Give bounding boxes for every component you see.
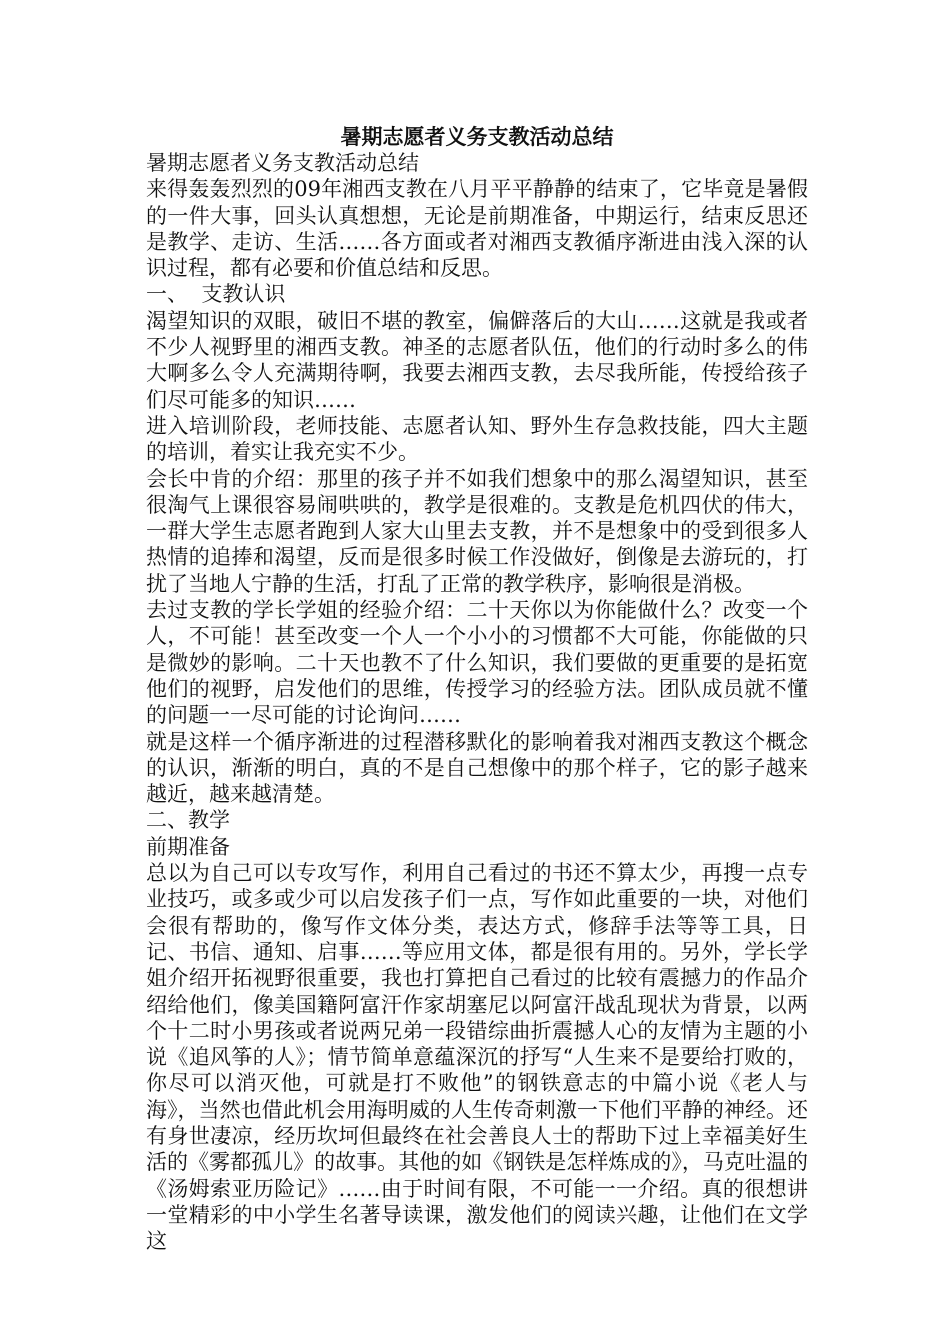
paragraph: 进入培训阶段，老师技能、志愿者认知、野外生存急救技能，四大主题的培训，着实让我充实不少。 (146, 413, 808, 465)
paragraph-subtitle: 暑期志愿者义务支教活动总结 (146, 151, 419, 175)
subsection-heading: 前期准备 (146, 834, 230, 859)
paragraph: 总以为自己可以专攻写作，利用自己看过的书还不算太少，再搜一点专业技巧，或多或少可以启发孩子们一点，写作如此重要的一块，对他们会很有帮助的，像写作文体分类，表达方式，修辞手法等等工具，日记、书信、通知、启事……等应用文体，都是很有用的。另外，学长学姐介绍开拓视野很重要，我也打算把自己看过的比较有震撼力的作品介绍给他们，像美国籍阿富汗作家胡塞尼以阿富汗战乱现状为背景，以两个十二时小男孩或者说两兄弟一段错综曲折震撼人心的友情为主题的小说《追风筝的人》；情节简单意蕴深沉的抒写“人生来不是要给打败的，你尽可以消灭他，可就是打不败他”的钢铁意志的中篇小说《老人与海》，当然也借此机会用海明威的人生传奇刺激一下他们平静的神经。还有身世凄凉，经历坎坷但最终在社会善良人士的帮助下过上幸福美好生活的《雾都孤儿》的故事。其他的如《钢铁是怎样炼成的》，马克吐温的《汤姆索亚历险记》……由于时间有限，不可能一一介绍。真的很想讲一堂精彩的中小学生名著导读课，激发他们的阅读兴趣，让他们在文学这 (146, 861, 808, 1254)
paragraph-intro: 来得轰轰烈烈的09年湘西支教在八月平平静静的结束了，它毕竟是暑假的一件大事，回头认真想想，无论是前期准备，中期运行，结束反思还是教学、走访、生活……各方面或者对湘西支教循序渐进由浅入深的认识过程，都有必要和价值总结和反思。 (146, 177, 808, 281)
paragraph: 就是这样一个循序渐进的过程潜移默化的影响着我对湘西支教这个概念的认识，渐渐的明白，真的不是自己想像中的那个样子，它的影子越来越近，越来越清楚。 (146, 729, 808, 807)
document-body (146, 124, 808, 1254)
document-title: 暑期志愿者义务支教活动总结 (340, 124, 614, 149)
section-heading-1: 一、 支教认识 (146, 282, 286, 307)
paragraph: 渴望知识的双眼，破旧不堪的教室，偏僻落后的大山……这就是我或者不少人视野里的湘西支教。神圣的志愿者队伍，他们的行动时多么的伟大啊多么令人充满期待啊，我要去湘西支教，去尽我所能，传授给孩子们尽可能多的知识…… (146, 308, 808, 412)
section-heading-2: 二、教学 (146, 808, 230, 833)
paragraph: 会长中肯的介绍：那里的孩子并不如我们想象中的那么渴望知识，甚至很淘气上课很容易闹哄哄的，教学是很难的。支教是危机四伏的伟大，一群大学生志愿者跑到人家大山里去支教，并不是想象中的受到很多人热情的追捧和渴望，反而是很多时候工作没做好，倒像是去游玩的，打扰了当地人宁静的生活，打乱了正常的教学秩序，影响很是消极。 (146, 466, 808, 596)
paragraph: 去过支教的学长学姐的经验介绍：二十天你以为你能做什么？改变一个人，不可能！甚至改变一个人一个小小的习惯都不大可能，你能做的只是微妙的影响。二十天也教不了什么知识，我们要做的更重要的是拓宽他们的视野，启发他们的思维，传授学习的经验方法。团队成员就不懂的问题一一尽可能的讨论询问…… (146, 598, 808, 728)
